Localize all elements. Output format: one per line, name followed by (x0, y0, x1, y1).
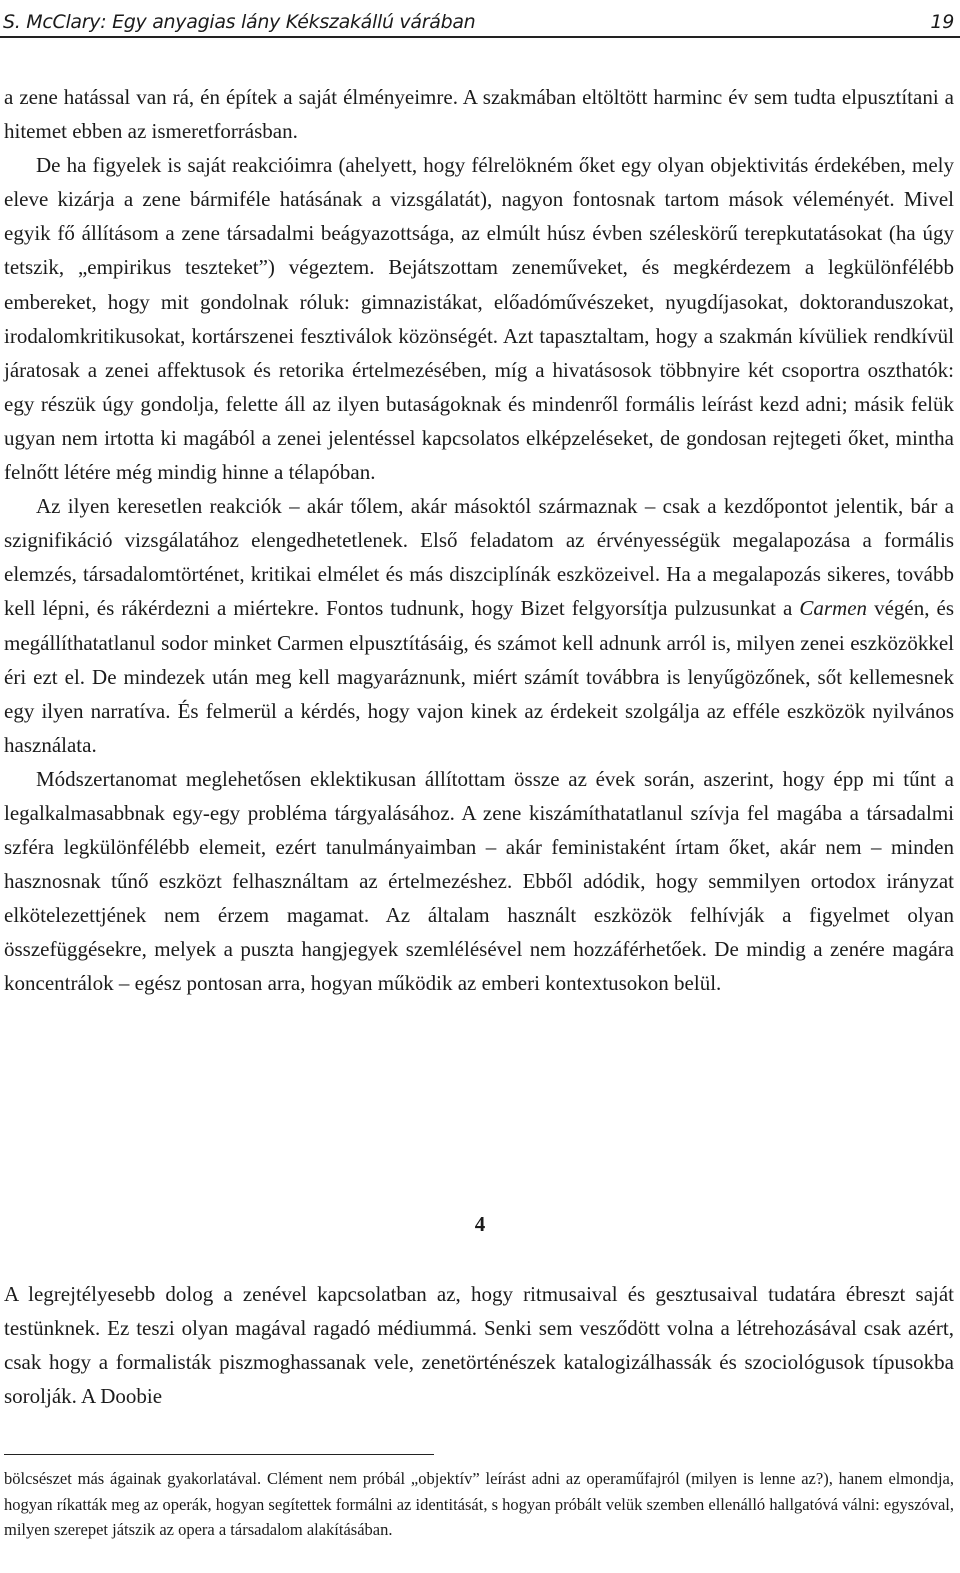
carmen-title: Carmen (799, 596, 868, 621)
header-rule (0, 36, 960, 38)
main-text (4, 80, 954, 1001)
running-header (3, 0, 954, 33)
paragraph-4: Módszertanomat meglehetősen eklektikusan állítottam össze az évek során, aszerint, hogy épp mi tűnt a legalkalmasabbnak egy-egy probléma tárgyalásához. A zene kiszámíthatatlanul szívja fel magába a társadalmi szféra legkülönfélébb elemeit, ezért tanulmányaimban – akár feministaként írtam őket, akár nem – minden hasznosnak tűnő eszközt felhasználtam az értelmezéshez. Ebből adódik, hogy semmilyen ortodox irányzat elkötelezettjének nem érzem magamat. Az általam használt eszközök felhívják a figyelmet olyan összefüggésekre, melyek a puszta hangjegyek szemlélésével nem hozzáférhetőek. De mindig a zenére magára koncentrálok – egész pontosan arra, hogyan működik az emberi kontextusokon belül. (4, 766, 954, 996)
paragraph-3 (4, 489, 954, 762)
paragraph-1: a zene hatással van rá, én építek a saját élményeimre. A szakmában eltöltött harminc év sem tudta elpusztítani a hitemet ebben az ismeretforrásban. (4, 85, 954, 144)
footnote (4, 1466, 954, 1543)
section-paragraph-1: A legrejtélyesebb dolog a zenével kapcsolatban az, hogy ritmusaival és gesztusaival tudatára ébreszt saját testünknek. Ez teszi olyan magával ragadó médiummá. Senki sem vesződött volna a létrehozásával csak azért, csak hogy a formalisták piszmoghassanak vele, zenetörténészek katalogizálhassák és szociológusok típusokba sorolják. A Doobie (4, 1282, 954, 1409)
paragraph-3-part-2: végén, és megállíthatatlanul sodor minket Carmen elpusztításáig, és számot kell adnunk arról is, milyen zenei eszközökkel éri ezt el. De mindezek után meg kell magyaráznunk, miért számít továbbra is lenyűgözőnek, sőt kellemesnek egy ilyen narratíva. És felmerül a kérdés, hogy vajon kinek az érdekeit szolgálja az efféle eszközök nyilvános használata. (4, 596, 954, 757)
page-number: 19 (930, 11, 954, 33)
section-text (4, 1277, 954, 1413)
running-title: S. McClary: Egy anyagias lány Kékszakállú várában (3, 11, 476, 33)
footnote-text: bölcsészet más ágainak gyakorlatával. Clément nem próbál „objektív” leírást adni az operaműfajról (milyen is lenne az?), hanem elmondja, hogyan ríkatták meg az operák, hogyan segítettek formálni az identitását, s hogyan próbált velük szemben ellenálló hallgatóvá válni: egyszóval, milyen szerepet játszik az opera a társadalom alakításában. (4, 1469, 954, 1539)
paragraph-2: De ha figyelek is saját reakcióimra (ahelyett, hogy félrelökném őket egy olyan objektivitás érdekében, mely eleve kizárja a zene bármiféle hatásának a vizsgálatát), nagyon fontosnak tartom mások véleményét. Mivel egyik fő állításom a zene társadalmi beágyazottsága, az elmúlt húsz évben széleskörű terepkutatásokat (ha úgy tetszik, „empirikus teszteket”) végeztem. Bejátszottam zeneműveket, és megkérdezem a legkülönfélébb embereket, hogy mit gondolnak róluk: gimnazistákat, előadóművészeket, nyugdíjasokat, doktoranduszokat, irodalomkritikusokat, kortárszenei fesztiválok közönségét. Azt tapasztaltam, hogy a szakmán kívüliek rendkívül járatosak a zenei affektusok és retorika értelmezésében, míg a hivatásosok többnyire két csoportra oszthatók: egy részük úgy gondolja, felette áll az ilyen butaságoknak és mindenről formális leírást kezd adni; másik felük ugyan nem irtotta ki magából a zenei jelentéssel kapcsolatos elképzeléseket, de gondosan rejtegeti őket, mintha felnőtt létére még mindig hinne a télapóban. (4, 153, 954, 485)
paragraph-3-part-1: Az ilyen keresetlen reakciók – akár tőlem, akár másoktól származnak – csak a kezdőpontot jelentik, bár a szignifikáció vizsgálatához elengedhetetlenek. Első feladatom az érvényességük megalapozása a formális elemzés, társadalomtörténet, kritikai elmélet és más diszciplínák eszközeivel. Ha a megalapozás sikeres, tovább kell lépni, és rákérdezni a miértekre. Fontos tudnunk, hogy Bizet felgyorsítja pulzusunkat a (4, 494, 954, 621)
footnote-rule (4, 1454, 434, 1455)
section-number: 4 (474, 1212, 486, 1236)
